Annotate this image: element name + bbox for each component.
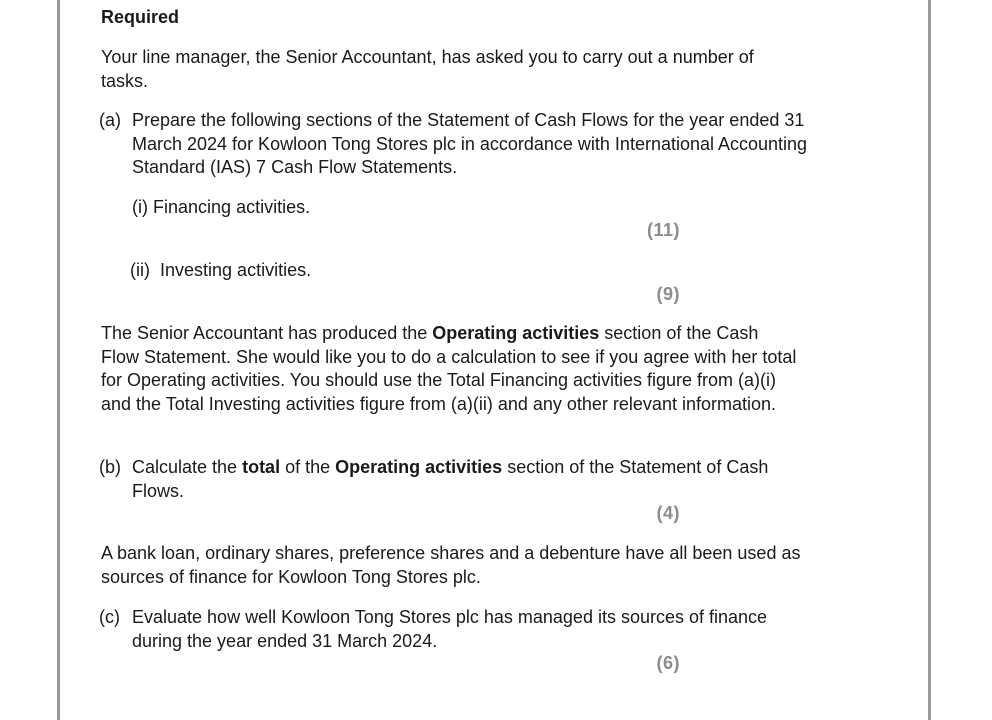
task-c (101, 606, 821, 653)
task-a-part-ii-label: (ii) (130, 260, 150, 280)
task-a (101, 109, 821, 180)
task-a-part-ii (130, 259, 810, 283)
task-b-text (132, 456, 812, 503)
task-a-part-i-label: (i) (132, 197, 148, 217)
finance-sources-note: A bank loan, ordinary shares, preference shares and a debenture have all been used as sources of finance for Kowloon Tong Stores plc. (101, 543, 801, 587)
task-a-part-i-text: Financing activities. (153, 197, 311, 217)
task-b-label: (b) (99, 457, 121, 477)
task-c-marks: (6) (656, 653, 680, 673)
intro-paragraph: Your line manager, the Senior Accountant, has asked you to carry out a number of tasks. (101, 47, 754, 91)
senior-note-bold: Operating activities (432, 323, 600, 343)
task-a-text: Prepare the following sections of the Statement of Cash Flows for the year ended 31 March 2024 for Kowloon Tong Stores plc in accordance with International Accounting Standard (IAS) 7 Cash Flow Statements. (132, 110, 808, 177)
task-b-bold-total: total (242, 457, 281, 477)
task-b (101, 456, 821, 503)
task-a-part-ii-marks: (9) (656, 284, 680, 304)
task-b-bold-operating: Operating activities (335, 457, 503, 477)
task-c-label: (c) (99, 607, 120, 627)
task-b-pre: Calculate the (132, 457, 243, 477)
task-b-marks: (4) (656, 503, 680, 523)
senior-note-post: section of the Cash Flow Statement. She would like you to do a calculation to see if you agree with her total for Operating activities. You should use the Total Financing activities figure from (a)(i) and the Total Investing activities figure from (a)(ii) and any other relevant information. (101, 323, 797, 414)
task-a-part-i (132, 196, 812, 220)
task-b-mid: of the (280, 457, 336, 477)
task-a-label: (a) (99, 110, 121, 130)
senior-note-pre: The Senior Accountant has produced the (101, 323, 433, 343)
task-b-post: section of the Statement of Cash Flows. (132, 457, 769, 501)
task-a-part-ii-text: Investing activities. (160, 260, 312, 280)
senior-accountant-note (101, 322, 801, 416)
task-c-text: Evaluate how well Kowloon Tong Stores plc has managed its sources of finance during the year ended 31 March 2024. (132, 607, 768, 651)
task-a-part-i-marks: (11) (646, 220, 680, 240)
required-heading: Required (101, 7, 180, 27)
